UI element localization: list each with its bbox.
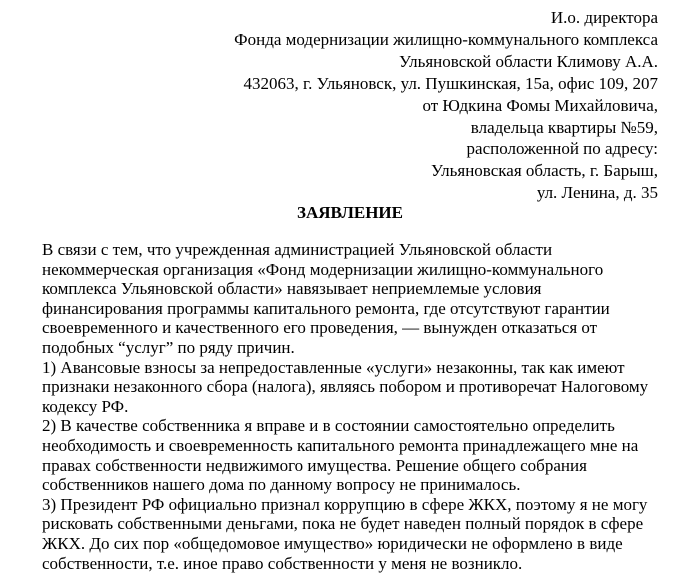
body-line: ЖКХ. До сих пор «общедомовое имущество» юридически не оформлено в виде (42, 533, 623, 553)
body-line: правах собственности недвижимого имущества. Решение общего собрания (42, 455, 587, 475)
statement-body (42, 240, 672, 573)
body-line: подобных “услуг” по ряду причин. (42, 337, 295, 357)
document-title: ЗАЯВЛЕНИЕ (296, 203, 403, 222)
body-line: своевременного и качественного его проведения, — вынужден отказаться от (42, 318, 598, 338)
body-line: необходимость и своевременность капитального ремонта принадлежащего мне на (42, 435, 639, 455)
sender-line: от Юдкина Фомы Михайловича, (422, 95, 658, 115)
body-line: финансирования программы капитального ремонта, где отсутствуют гарантии (42, 298, 610, 318)
sender-line: владельца квартиры №59, (470, 117, 658, 137)
sender-line: Ульяновская область, г. Барыш, (431, 161, 658, 181)
addressee-block (98, 7, 658, 204)
sender-line: расположенной по адресу: (466, 139, 658, 159)
sender-line: ул. Ленина, д. 35 (536, 183, 658, 203)
body-line: кодексу РФ. (42, 396, 129, 416)
body-line: собственников нашего дома по данному вопросу не принималось. (42, 475, 521, 495)
body-line: 1) Авансовые взносы за непредоставленные «услуги» незаконны, так как имеют (42, 357, 625, 377)
body-line: признаки незаконного сбора (налога), являясь побором и противоречат Налоговому (42, 377, 649, 397)
addressee-line: 432063, г. Ульяновск, ул. Пушкинская, 15а, офис 109, 207 (243, 73, 658, 93)
addressee-line: И.о. директора (550, 8, 658, 27)
addressee-line: Ульяновской области Климову А.А. (399, 51, 658, 71)
addressee-line: Фонда модернизации жилищно-коммунального комплекса (234, 29, 658, 49)
body-line: 2) В качестве собственника я вправе и в состоянии самостоятельно определить (42, 416, 615, 436)
body-line: некоммерческая организация «Фонд модернизации жилищно-коммунального (42, 259, 604, 279)
body-line: 3) Президент РФ официально признал коррупцию в сфере ЖКХ, поэтому я не могу (42, 494, 648, 514)
body-line: В связи с тем, что учрежденная администрацией Ульяновской области (42, 240, 553, 259)
body-line: комплекса Ульяновской области» навязывает неприемлемые условия (42, 279, 542, 299)
body-line: рисковать собственными деньгами, пока не будет наведен полный порядок в сфере (42, 514, 644, 534)
body-line: собственности, т.е. иное право собственности у меня не возникло. (42, 553, 523, 573)
